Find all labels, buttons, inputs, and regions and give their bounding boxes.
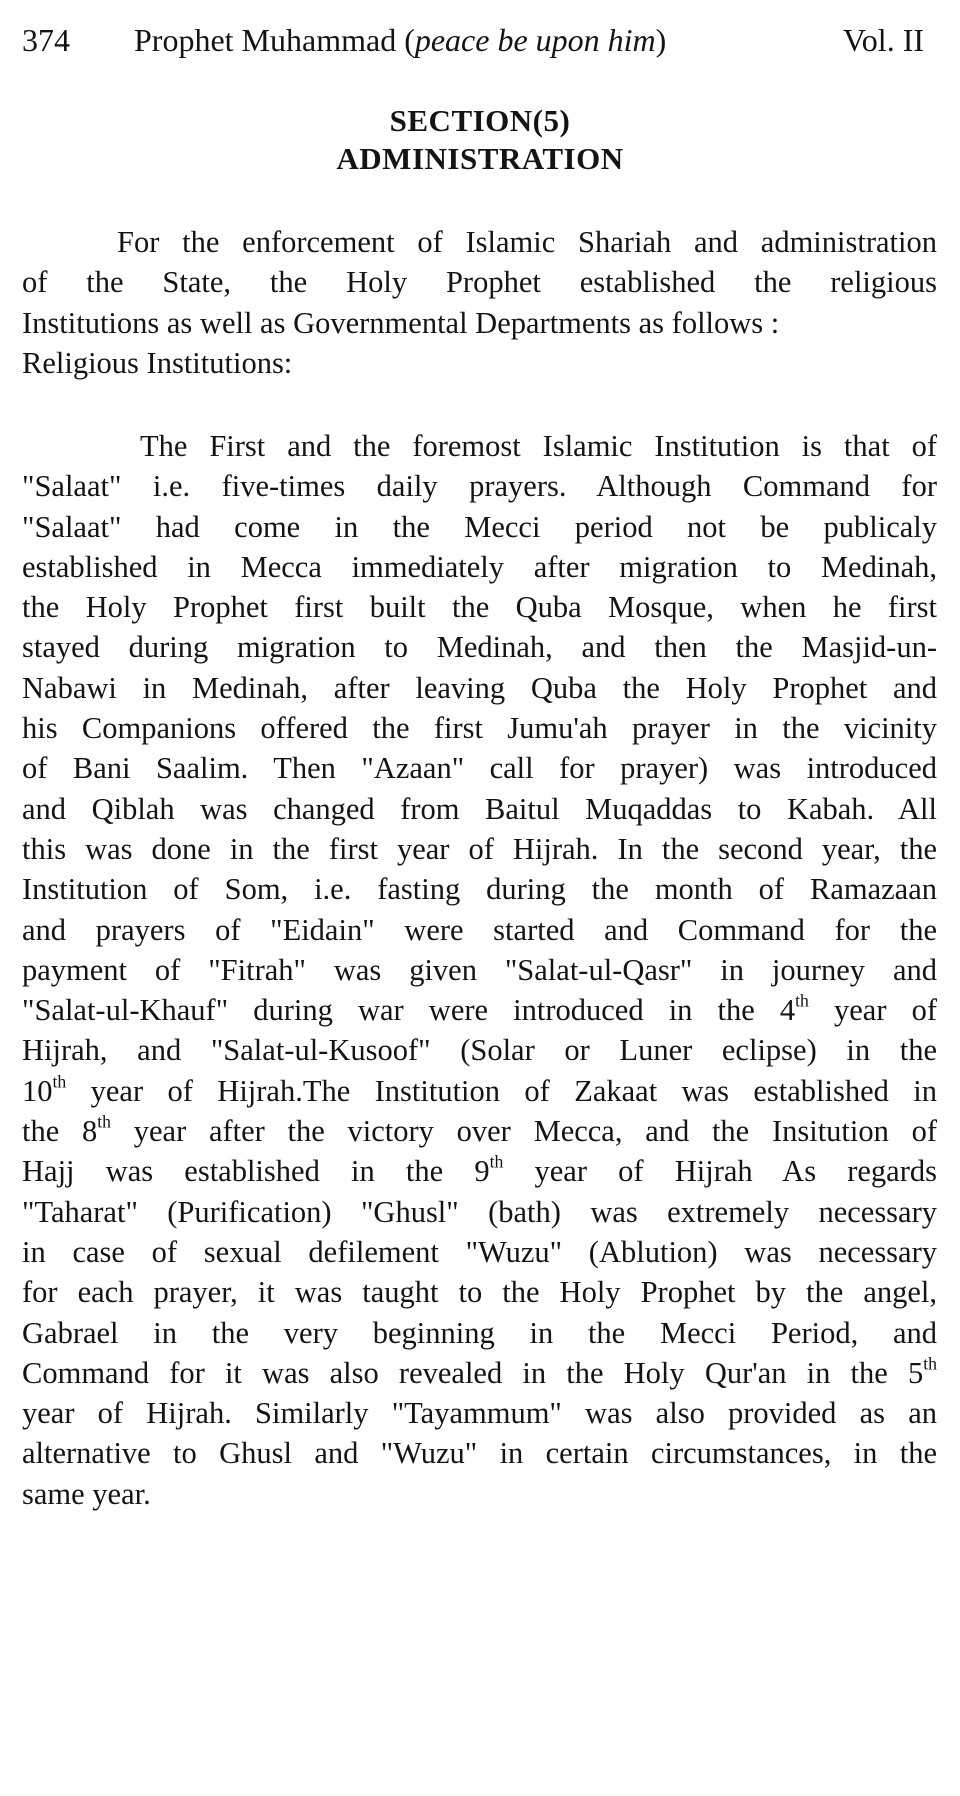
text-line: payment of "Fitrah" was given "Salat-ul-Qasr" in journey and — [22, 952, 937, 987]
text-line: for each prayer, it was taught to the Holy Prophet by the angel, — [22, 1275, 937, 1310]
text-line: year of Hijrah. Similarly "Tayammum" was also provided as an — [22, 1396, 937, 1431]
text-line: the Holy Prophet first built the Quba Mosque, when he first — [22, 590, 937, 625]
subheading-religious-institutions: Religious Institutions: — [22, 345, 293, 380]
text-line: same year. — [22, 1476, 151, 1511]
text-line: Command for it was also revealed in the Holy Qur'an in the 5th — [22, 1353, 937, 1390]
text-line: established in Mecca immediately after migration to Medinah, — [22, 549, 937, 584]
section-number: SECTION(5) — [389, 103, 571, 138]
page-number: 374 — [22, 22, 70, 58]
text-line: Nabawi in Medinah, after leaving Quba the Holy Prophet and — [22, 670, 937, 705]
text-line: "Salaat" had come in the Mecci period not be publicaly — [22, 509, 937, 544]
text-line: 10th year of Hijrah.The Institution of Zakaat was established in — [22, 1071, 937, 1108]
text-line: Gabrael in the very beginning in the Mecci Period, and — [22, 1315, 937, 1350]
text-line: Institution of Som, i.e. fasting during the month of Ramazaan — [22, 872, 937, 907]
text-line: of the State, the Holy Prophet established the religious — [22, 265, 937, 300]
text-line: of Bani Saalim. Then "Azaan" call for prayer) was introduced — [22, 751, 937, 786]
volume-label: Vol. II — [842, 22, 924, 58]
section-heading — [0, 102, 960, 178]
text-line: "Salaat" i.e. five-times daily prayers. Although Command for — [22, 469, 937, 504]
text-line: the 8th year after the victory over Mecca, and the Insitution of — [22, 1111, 937, 1149]
text-line: "Salat-ul-Khauf" during war were introduced in the 4th year of — [22, 990, 937, 1028]
text-line: stayed during migration to Medinah, and then the Masjid-un- — [22, 630, 937, 665]
book-title: Prophet Muhammad (peace be upon him) — [134, 22, 667, 58]
text-line: and prayers of "Eidain" were started and Command for the — [22, 912, 937, 947]
text-line: his Companions offered the first Jumu'ah prayer in the vicinity — [22, 711, 937, 746]
text-line: in case of sexual defilement "Wuzu" (Ablution) was necessary — [22, 1234, 937, 1269]
text-line: The First and the foremost Islamic Institution is that of — [140, 429, 937, 463]
text-line: this was done in the first year of Hijrah. In the second year, the — [22, 831, 937, 866]
text-line: "Taharat" (Purification) "Ghusl" (bath) was extremely necessary — [22, 1194, 937, 1229]
text-line: and Qiblah was changed from Baitul Muqaddas to Kabah. All — [22, 791, 937, 826]
intro-paragraph — [22, 222, 937, 383]
running-header — [22, 20, 924, 60]
text-line: For the enforcement of Islamic Shariah and administration — [117, 225, 937, 259]
text-line: Institutions as well as Governmental Departments as follows : — [22, 305, 780, 340]
text-line: Hajj was established in the 9th year of Hijrah As regards — [22, 1152, 937, 1189]
section-title: ADMINISTRATION — [336, 141, 624, 176]
main-paragraph — [22, 426, 937, 1514]
text-line: Hijrah, and "Salat-ul-Kusoof" (Solar or Luner eclipse) in the — [22, 1033, 937, 1068]
text-line: alternative to Ghusl and "Wuzu" in certain circumstances, in the — [22, 1436, 937, 1471]
